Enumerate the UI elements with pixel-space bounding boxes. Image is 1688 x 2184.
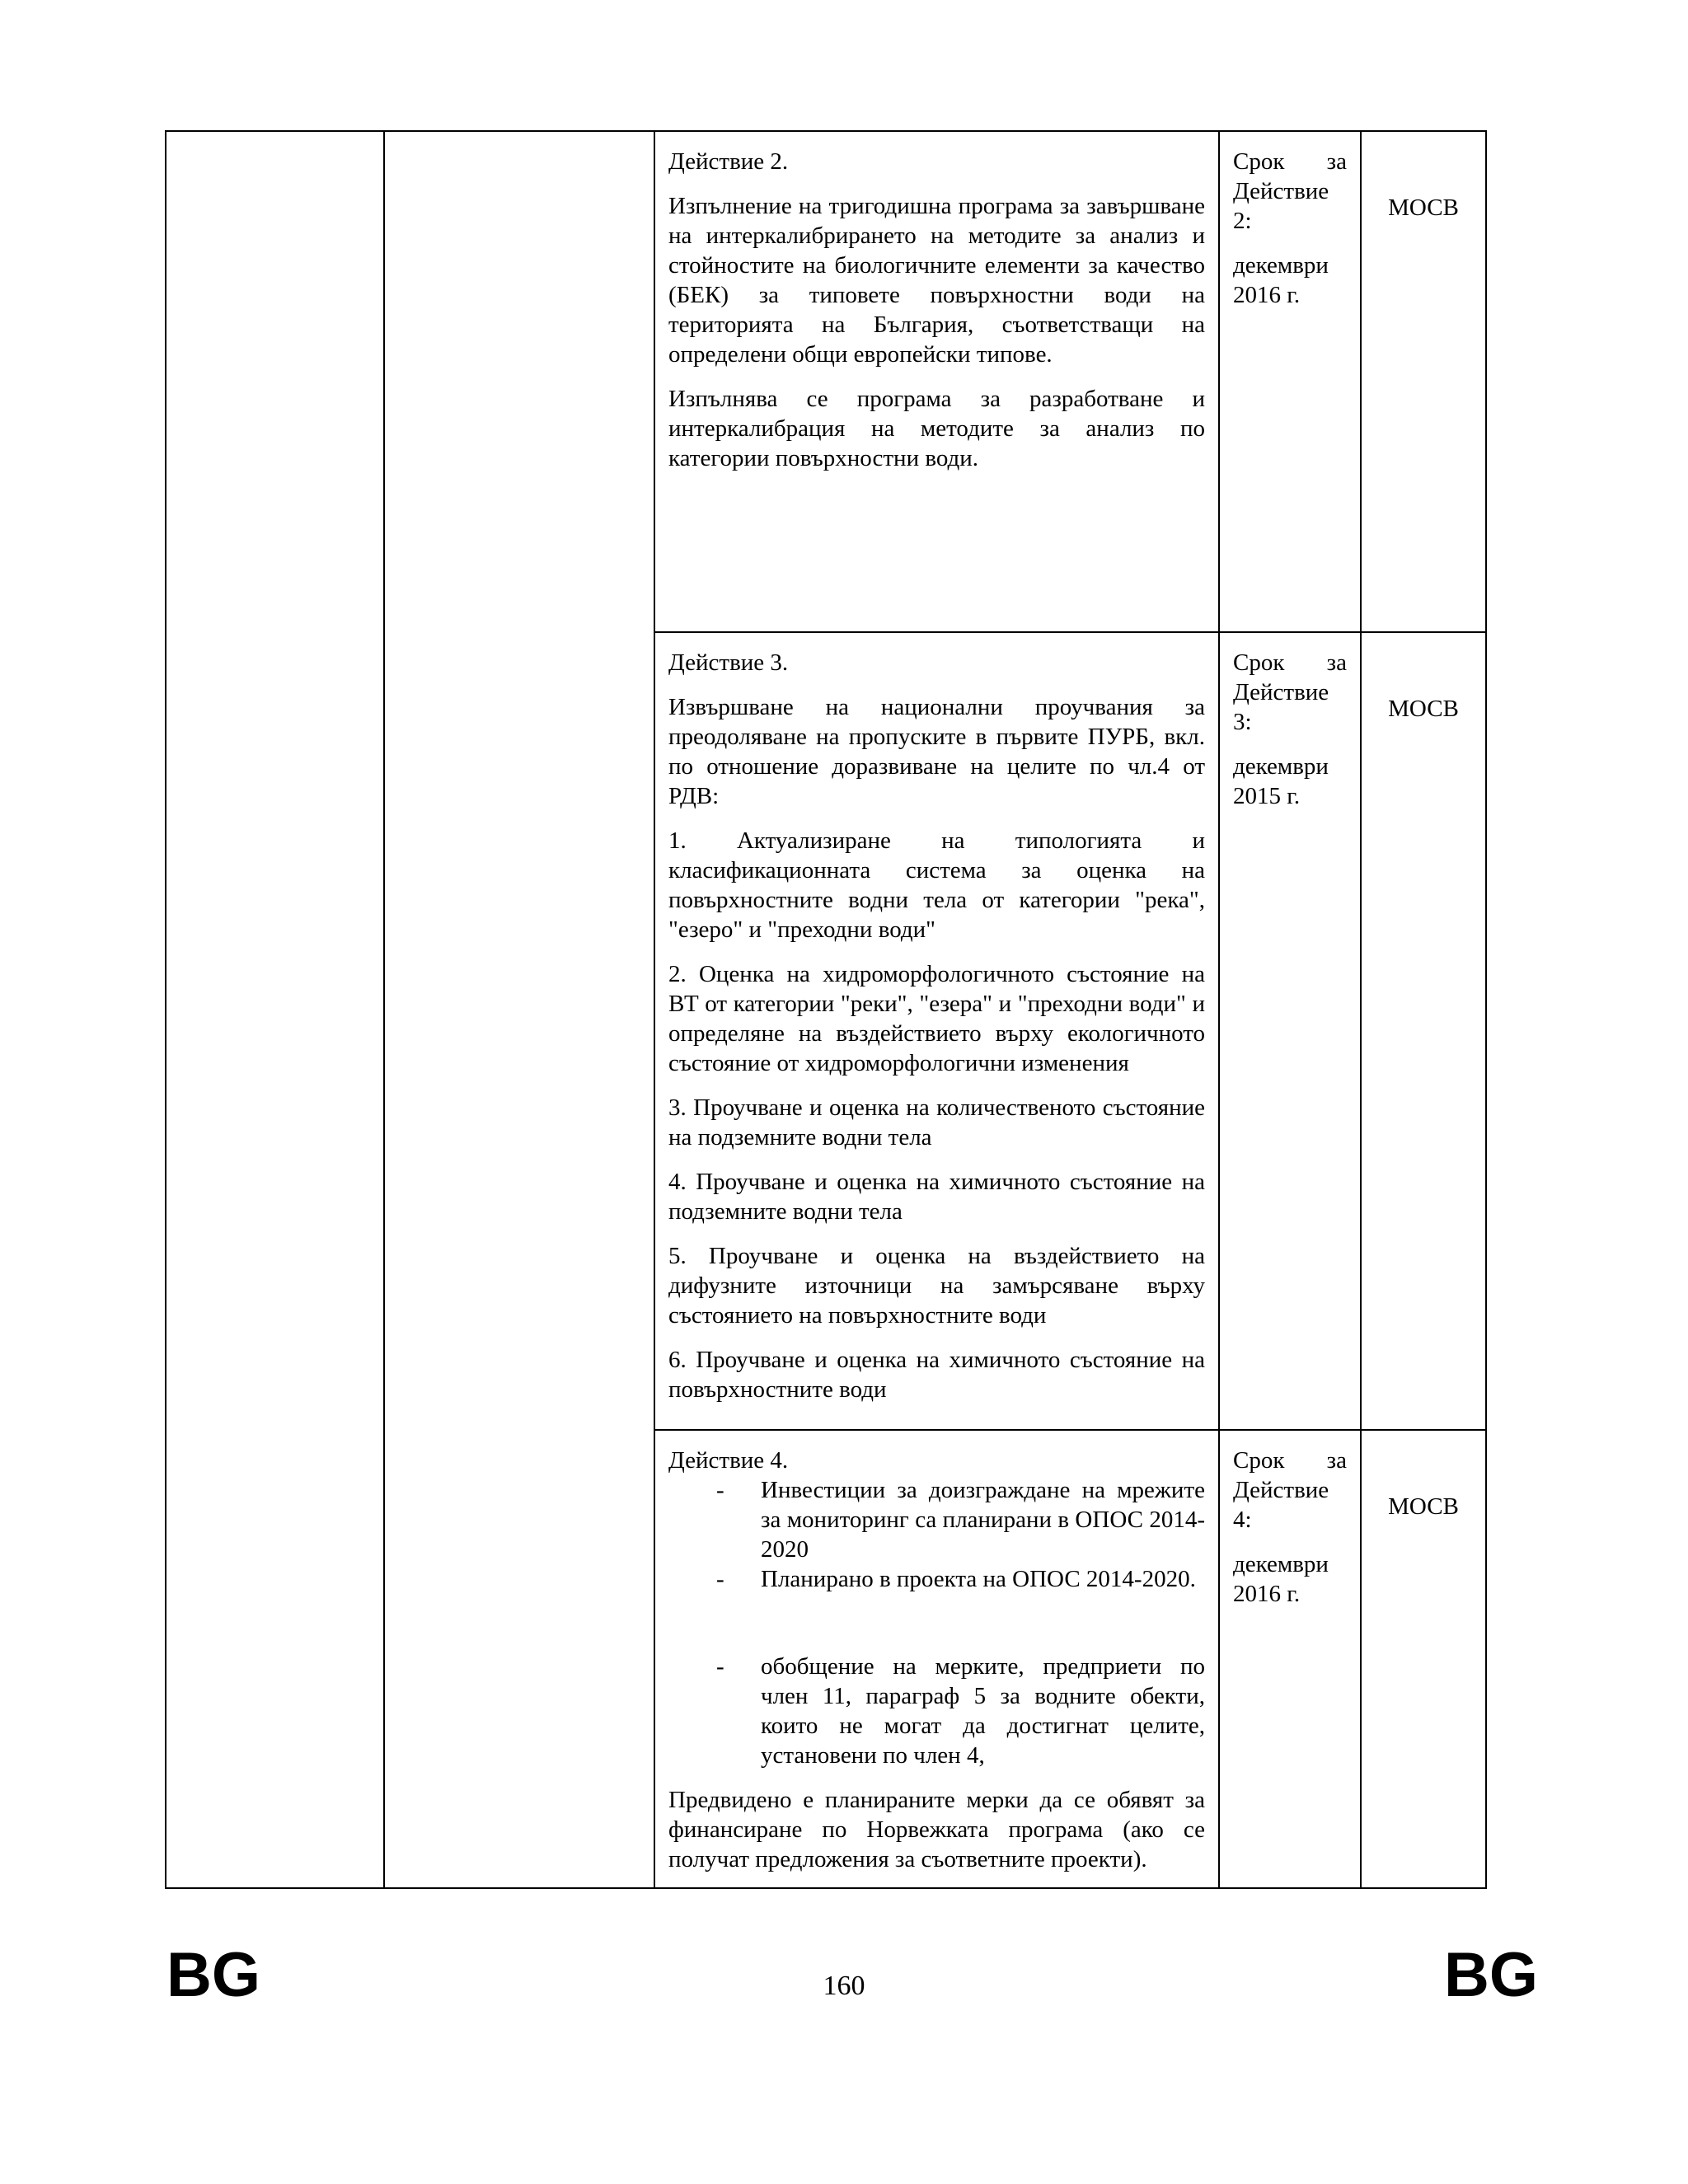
deadline-cell <box>1219 1430 1361 1888</box>
list-item-text: Планирано в проекта на ОПОС 2014-2020. <box>761 1566 1196 1592</box>
footer-language-code-left: BG <box>166 1940 260 2010</box>
action-paragraph: Изпълнение на тригодишна програма за завършване на интеркалибрирането на методите за анализ и стойностите на биологичните елементи за качество (БЕК) за типовете повърхностни води на територията на България, съответстващи на определени общи европейски типове. <box>668 193 1205 368</box>
dash-marker: - <box>716 1477 724 1503</box>
action-description-cell <box>654 1430 1219 1888</box>
action-paragraph: 5. Проучване и оценка на въздействието на дифузните източници на замърсяване върху състоянието на повърхностните води <box>668 1243 1205 1329</box>
action-closing-paragraph: Предвидено е планираните мерки да се обявят за финансиране по Норвежката програма (ако се получат предложения за съответните проекти). <box>668 1787 1205 1872</box>
deadline-label: Срок за Действие <box>1233 148 1347 204</box>
action-title: Действие 4. <box>668 1447 789 1474</box>
page-number: 160 <box>823 1971 865 2001</box>
action-title: Действие 3. <box>668 649 789 676</box>
responsible-institution: МОСВ <box>1388 696 1459 722</box>
list-item-text: обобщение на мерките, предприети по член 11, параграф 5 за водните обекти, които не могат да достигнат целите, установени по член 4, <box>761 1653 1205 1769</box>
deadline-cell <box>1219 632 1361 1430</box>
deadline-label: Срок за Действие <box>1233 649 1347 705</box>
action-paragraph: 6. Проучване и оценка на химичното състояние на повърхностните води <box>668 1347 1205 1403</box>
list-item-text: Инвестиции за доизграждане на мрежите за мониторинг са планирани в ОПОС 2014-2020 <box>761 1477 1205 1563</box>
action-paragraph: Извършване на национални проучвания за преодоляване на пропуските в първите ПУРБ, вкл. по отношение доразвиване на целите по чл.4 от РДВ: <box>668 694 1205 809</box>
deadline-cell <box>1219 131 1361 632</box>
footer-language-code-right: BG <box>1444 1940 1538 2010</box>
responsible-institution: МОСВ <box>1388 194 1459 221</box>
empty-cell-col-1 <box>166 131 384 1888</box>
action-bullet-list <box>668 1475 1205 1770</box>
deadline-label: Срок за Действие <box>1233 1447 1347 1503</box>
deadline-number: 4: <box>1233 1507 1252 1533</box>
deadline-date: декември 2016 г. <box>1233 252 1329 308</box>
deadline-number: 3: <box>1233 709 1252 735</box>
dash-marker: - <box>716 1653 724 1680</box>
deadline-date: декември 2016 г. <box>1233 1551 1329 1607</box>
list-item <box>668 1564 1205 1594</box>
action-title: Действие 2. <box>668 148 789 175</box>
list-item <box>668 1475 1205 1564</box>
table-row-action-2 <box>166 131 1486 632</box>
action-paragraph: 1. Актуализиране на типологията и класификационната система за оценка на повърхностните водни тела от категории "река", "езеро" и "преходни води" <box>668 827 1205 943</box>
deadline-number: 2: <box>1233 208 1252 234</box>
responsible-cell <box>1361 632 1486 1430</box>
responsible-cell <box>1361 1430 1486 1888</box>
deadline-date: декември 2015 г. <box>1233 753 1329 809</box>
action-paragraph: 3. Проучване и оценка на количественото състояние на подземните водни тела <box>668 1094 1205 1151</box>
responsible-institution: МОСВ <box>1388 1493 1459 1520</box>
action-paragraph: 4. Проучване и оценка на химичното състояние на подземните водни тела <box>668 1169 1205 1225</box>
action-paragraph: 2. Оценка на хидроморфологичното състояние на ВТ от категории "реки", "езера" и "преходни води" и определяне на въздействието върху екологичното състояние от хидроморфологични изменения <box>668 961 1205 1076</box>
empty-cell-col-2 <box>384 131 654 1888</box>
action-paragraph: Изпълнява се програма за разработване и интеркалибрация на методите за анализ по категории повърхностни води. <box>668 386 1205 471</box>
responsible-cell <box>1361 131 1486 632</box>
action-description-cell <box>654 131 1219 632</box>
action-description-cell <box>654 632 1219 1430</box>
measures-table <box>165 130 1487 1889</box>
list-item <box>668 1652 1205 1770</box>
dash-marker: - <box>716 1566 724 1592</box>
